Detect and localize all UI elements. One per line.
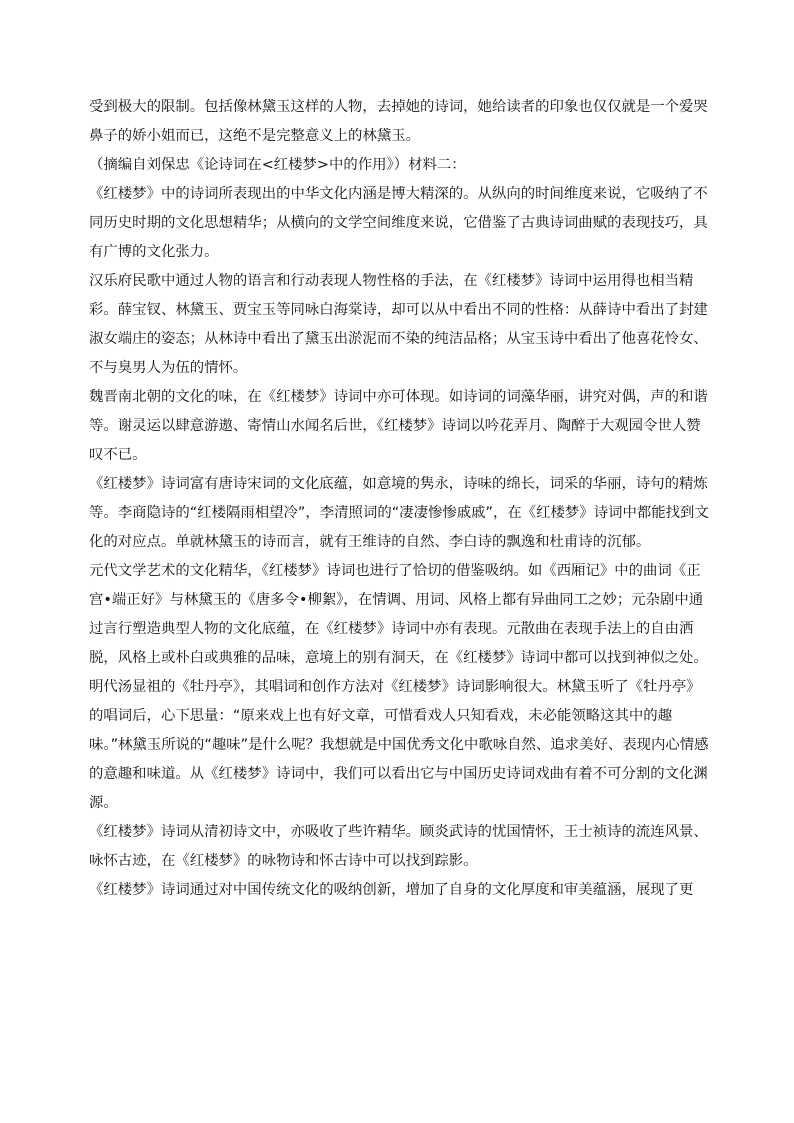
paragraph-intro: 《红楼梦》中的诗词所表现出的中华文化内涵是博大精深的。从纵向的时间维度来说，它吸纳了不同历史时期的文化思想精华；从横向的文学空间维度来说，它借鉴了古典诗词曲赋的表现技巧，具有广博的文化张力。: [89, 186, 708, 260]
paragraph-tang-song: 《红楼梦》诗词富有唐诗宋词的文化底蕴，如意境的隽永，诗味的绵长，词采的华丽，诗句的精炼等。李商隐诗的“红楼隔雨相望冷”，李清照词的“凄凄惨惨戚戚”，在《红楼梦》诗词中都能找到文化的对应点。单就林黛玉的诗而言，就有王维诗的自然、李白诗的飘逸和杜甫诗的沉郁。: [89, 476, 709, 550]
paragraph-continuation: 受到极大的限制。包括像林黛玉这样的人物，去掉她的诗词，她给读者的印象也仅仅就是一个爱哭鼻子的娇小姐而已，这绝不是完整意义上的林黛玉。: [89, 99, 708, 144]
paragraph-han-yuefu: 汉乐府民歌中通过人物的语言和行动表现人物性格的手法，在《红楼梦》诗词中运用得也相当精彩。薛宝钗、林黛玉、贾宝玉等同咏白海棠诗，却可以从中看出不同的性格：从薛诗中看出了封建淑女端庄的姿态；从林诗中看出了黛玉出淤泥而不染的纯洁品格；从宝玉诗中看出了他喜花怜女、不与臭男人为伍的情怀。: [89, 273, 708, 376]
paragraph-source-citation: （摘编自刘保忠《论诗词在<红楼梦>中的作用》）材料二：: [89, 157, 466, 173]
paragraph-ming-dynasty: 明代汤显祖的《牡丹亭》，其唱词和创作方法对《红楼梦》诗词影响很大。林黛玉听了《牡丹亭》的唱词后，心下思量：“原来戏上也有好文章，可惜看戏人只知看戏，未必能领略这其中的趣味。”林黛玉所说的“趣味”是什么呢？我想就是中国优秀文化中歌咏自然、追求美好、表现内心情感的意趣和味道。从《红楼梦》诗词中，我们可以看出它与中国历史诗词戏曲有着不可分割的文化渊源。: [89, 679, 709, 811]
paragraph-conclusion: 《红楼梦》诗词通过对中国传统文化的吸纳创新，增加了自身的文化厚度和审美蕴涵，展现了更: [89, 882, 694, 898]
document-page: [89, 93, 714, 905]
paragraph-wei-jin: 魏晋南北朝的文化的味，在《红楼梦》诗词中亦可体现。如诗词的词藻华丽，讲究对偶，声的和谐等。谢灵运以肆意游遨、寄情山水闻名后世，《红楼梦》诗词以吟花弄月、陶醉于大观园令世人赞叹不已。: [89, 389, 708, 463]
paragraph-yuan-dynasty: 元代文学艺术的文化精华，《红楼梦》诗词也进行了恰切的借鉴吸纳。如《西厢记》中的曲词《正宫•端正好》与林黛玉的《唐多令•柳絮》，在情调、用词、风格上都有异曲同工之妙；元杂剧中通过言行塑造典型人物的文化底蕴，在《红楼梦》诗词中亦有表现。元散曲在表现手法上的自由洒脱，风格上或朴白或典雅的品味，意境上的别有洞天，在《红楼梦》诗词中都可以找到神似之处。: [89, 563, 708, 666]
paragraph-qing-dynasty: 《红楼梦》诗词从清初诗文中，亦吸收了些许精华。顾炎武诗的忧国情怀，王士祯诗的流连风景、咏怀古迹，在《红楼梦》的咏物诗和怀古诗中可以找到踪影。: [89, 824, 708, 869]
